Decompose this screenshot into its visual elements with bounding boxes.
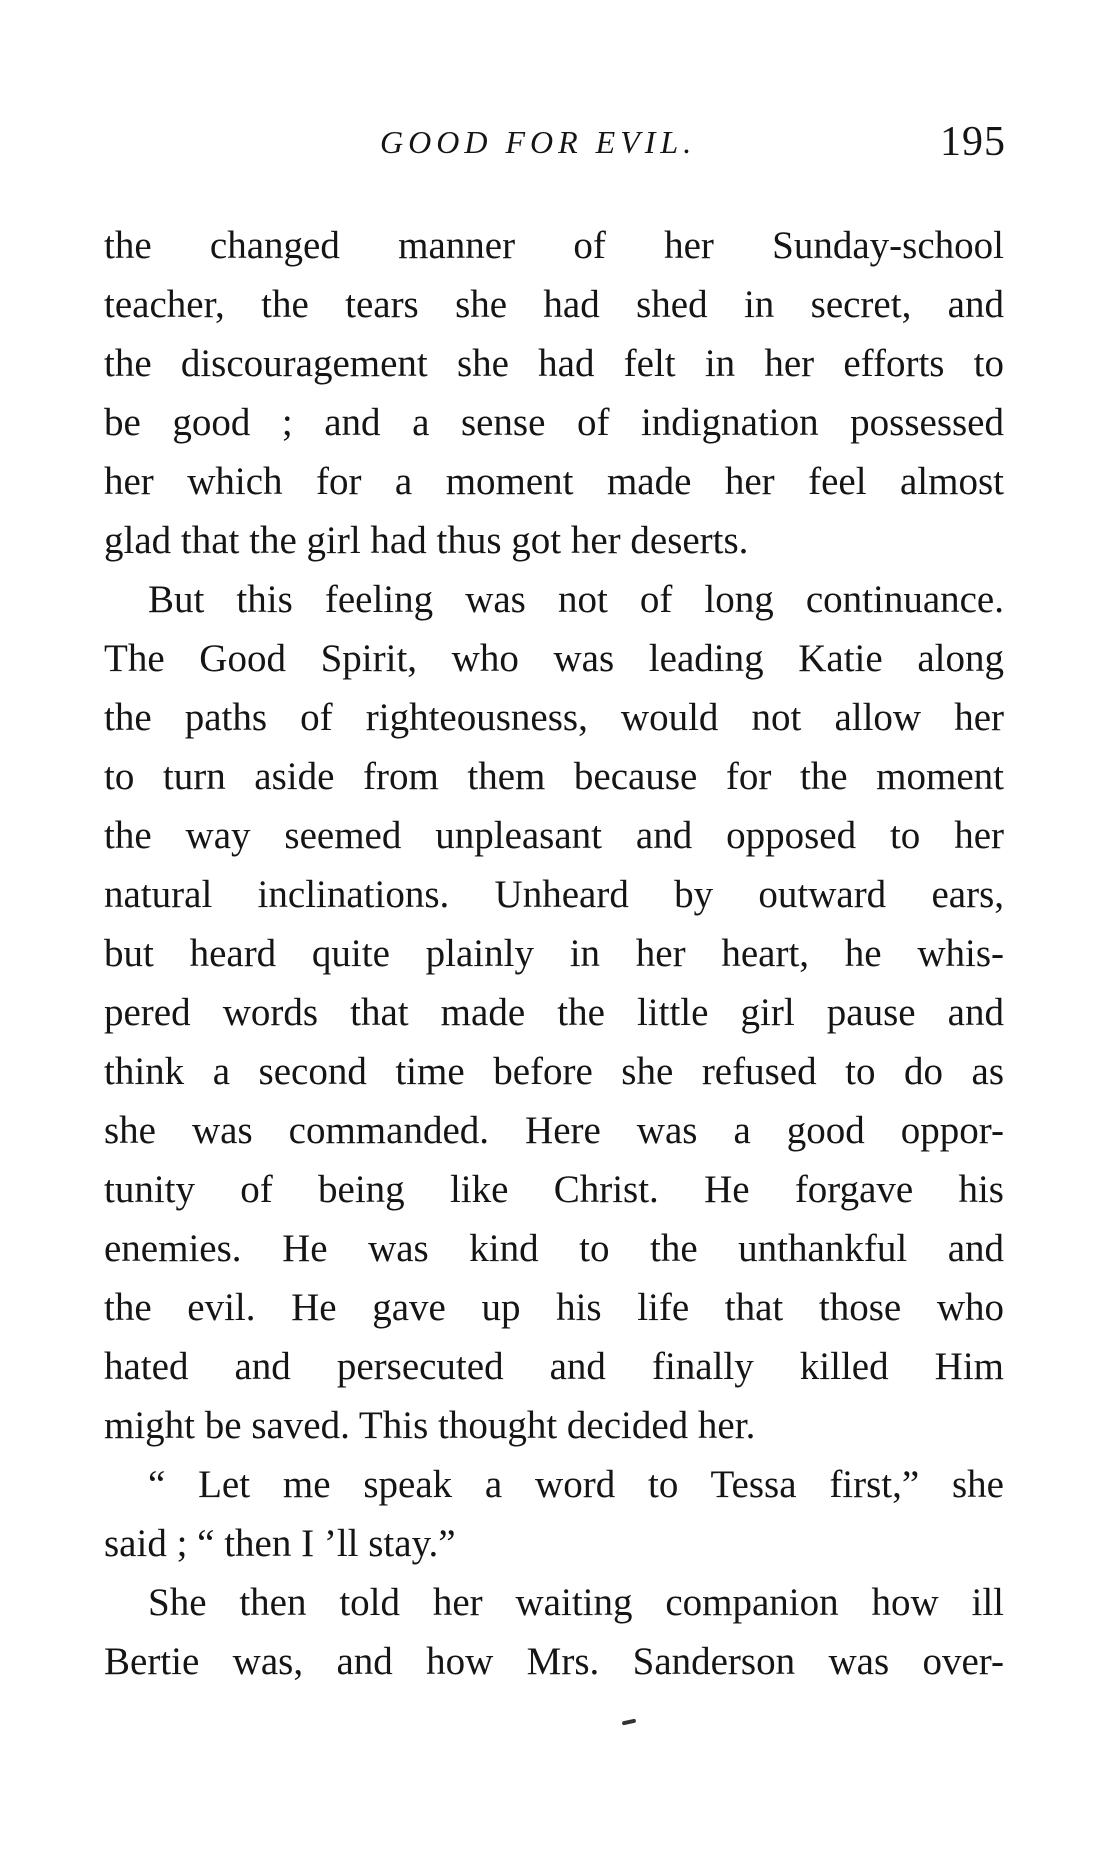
body-text xyxy=(104,216,1004,1691)
running-title: GOOD FOR EVIL. xyxy=(380,124,697,160)
printer-mark xyxy=(622,1719,637,1726)
text-line: said ; “ then I ’ll stay.” xyxy=(104,1522,456,1565)
text-line: might be saved. This thought decided her. xyxy=(104,1404,756,1447)
page-number: 195 xyxy=(940,119,1006,165)
text-line: to turn aside from them because for the moment xyxy=(104,755,1004,798)
text-line: The Good Spirit, who was leading Katie along xyxy=(104,637,1004,680)
text-line: the way seemed unpleasant and opposed to her xyxy=(104,814,1004,857)
text-line: think a second time before she refused to do as xyxy=(104,1050,1004,1093)
text-line: “ Let me speak a word to Tessa first,” she xyxy=(148,1463,1004,1506)
running-head xyxy=(0,119,1108,184)
text-line: She then told her waiting companion how ill xyxy=(148,1581,1004,1624)
text-line: Bertie was, and how Mrs. Sanderson was over- xyxy=(104,1640,1004,1683)
text-line: hated and persecuted and finally killed Him xyxy=(104,1345,1004,1388)
text-line: the evil. He gave up his life that those who xyxy=(104,1286,1004,1329)
text-line: tunity of being like Christ. He forgave his xyxy=(104,1168,1004,1211)
text-line: But this feeling was not of long continuance. xyxy=(148,578,1004,621)
text-line: enemies. He was kind to the unthankful and xyxy=(104,1227,1004,1270)
text-line: natural inclinations. Unheard by outward ears, xyxy=(104,873,1004,916)
text-line: the paths of righteousness, would not allow her xyxy=(104,696,1004,739)
text-line: teacher, the tears she had shed in secret, and xyxy=(104,283,1004,326)
text-line: pered words that made the little girl pause and xyxy=(104,991,1004,1034)
text-line: her which for a moment made her feel almost xyxy=(104,460,1004,503)
text-line: but heard quite plainly in her heart, he whis- xyxy=(104,932,1004,975)
text-line: the changed manner of her Sunday-school xyxy=(104,224,1004,267)
text-line: the discouragement she had felt in her efforts to xyxy=(104,342,1004,385)
text-line: glad that the girl had thus got her deserts. xyxy=(104,519,749,562)
text-line: she was commanded. Here was a good oppor- xyxy=(104,1109,1004,1152)
text-line: be good ; and a sense of indignation possessed xyxy=(104,401,1004,444)
